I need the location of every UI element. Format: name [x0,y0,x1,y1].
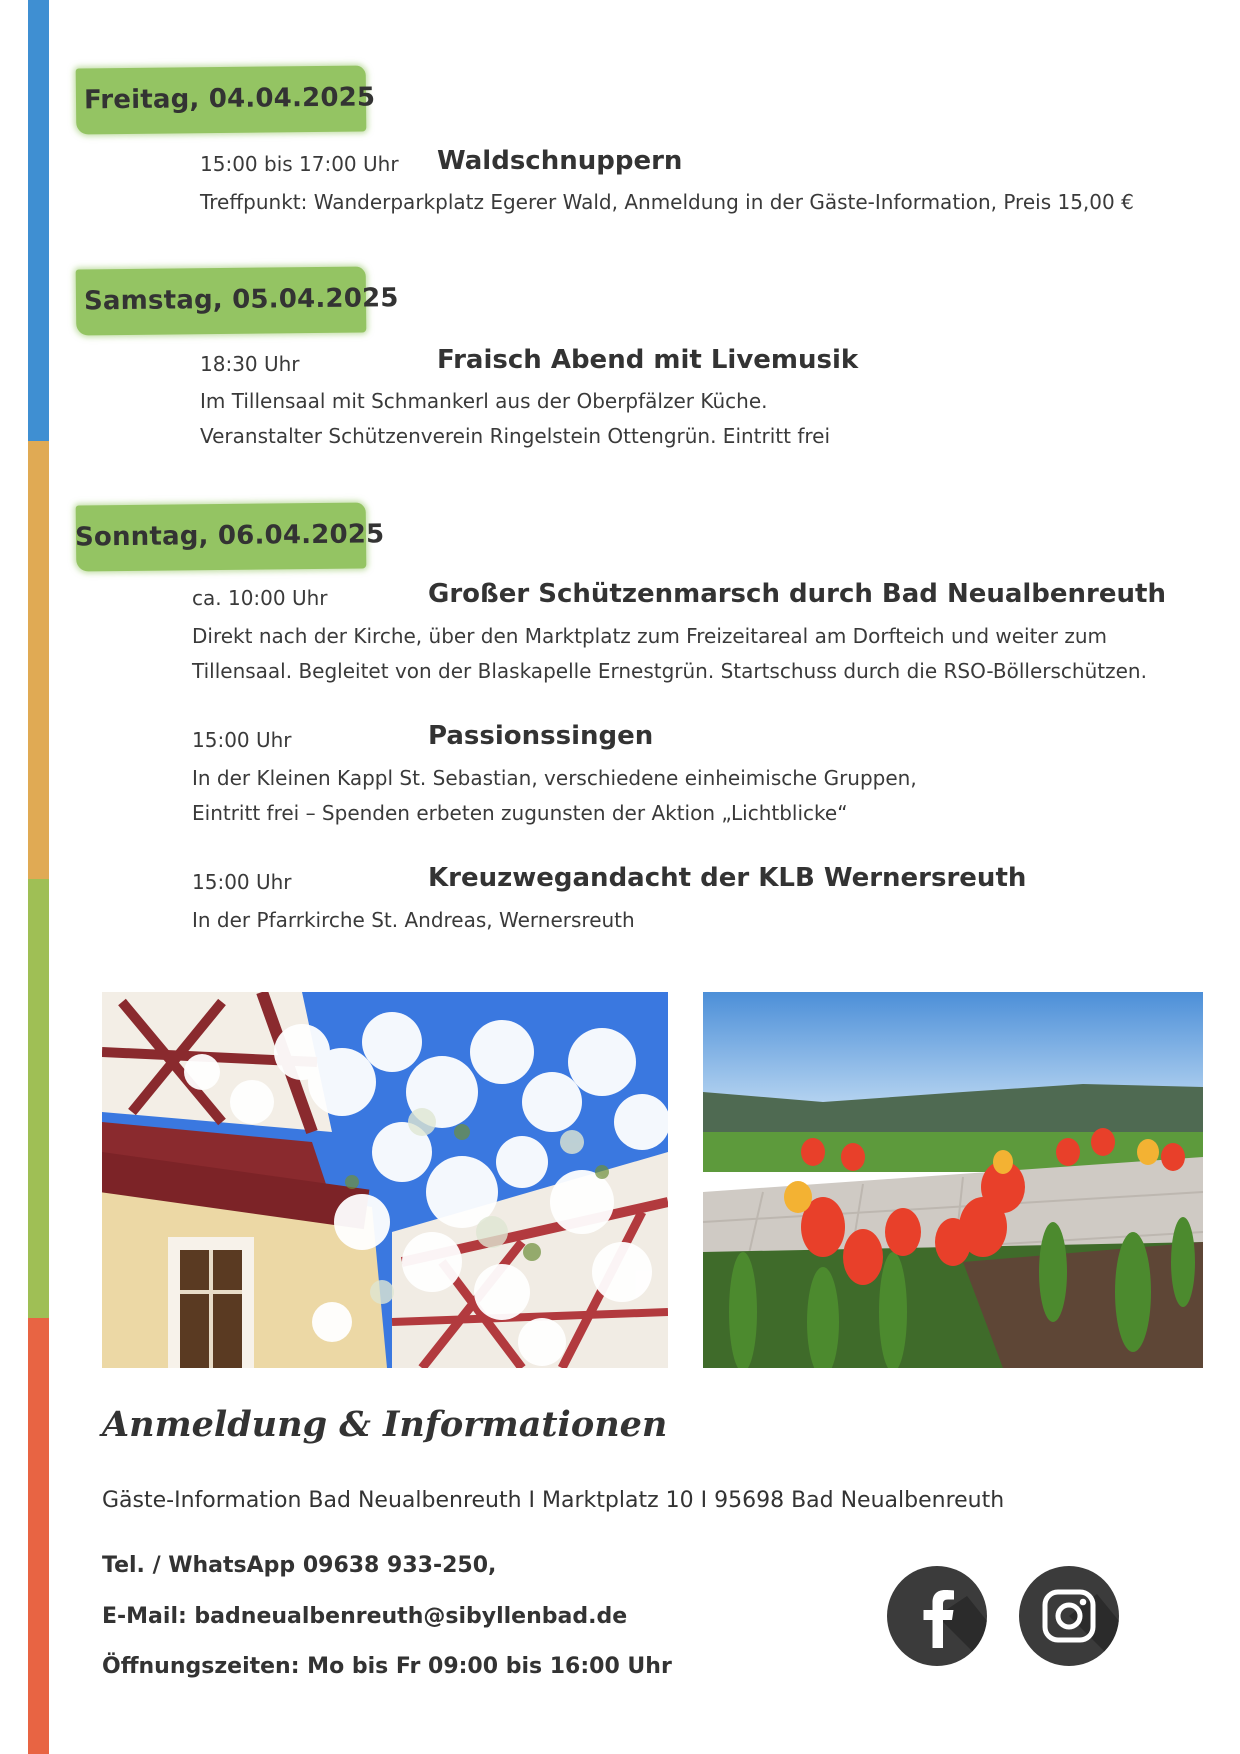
event-description-line: Im Tillensaal mit Schmankerl aus der Oberpfälzer Küche. [200,389,768,413]
side-stripe-orange [28,441,49,879]
event-description-line: Eintritt frei – Spenden erbeten zugunsten der Aktion „Lichtblicke“ [192,801,848,825]
event-time: ca. 10:00 Uhr [192,586,328,610]
event-description-line: Treffpunkt: Wanderparkplatz Egerer Wald, Anmeldung in der Gäste-Information, Preis 15,00 € [200,190,1134,214]
side-stripe-red [28,1318,49,1754]
info-phone: Tel. / WhatsApp 09638 933-250, [102,1553,497,1578]
facebook-icon[interactable] [887,1566,987,1666]
info-address: Gäste-Information Bad Neualbenreuth I Marktplatz 10 I 95698 Bad Neualbenreuth [102,1488,1005,1513]
event-title: Fraisch Abend mit Livemusik [437,345,859,375]
day-label-friday [76,65,376,134]
event-description-line: In der Kleinen Kappl St. Sebastian, verschiedene einheimische Gruppen, [192,766,917,790]
event-description-line: Tillensaal. Begleitet von der Blaskapelle Ernestgrün. Startschuss durch die RSO-Böllerschützen. [192,659,1147,683]
photo-blossoms-house [102,992,668,1368]
side-stripe-blue [28,0,49,441]
instagram-icon[interactable] [1019,1566,1119,1666]
event-title: Großer Schützenmarsch durch Bad Neualbenreuth [428,579,1166,609]
day-label-sunday [74,502,385,571]
day-label-text: Sonntag, 06.04.2025 [74,519,385,553]
event-description-line: Direkt nach der Kirche, über den Marktplatz zum Freizeitareal am Dorfteich und weiter zum [192,624,1107,648]
event-title: Kreuzwegandacht der KLB Wernersreuth [428,863,1027,893]
event-description-line: Veranstalter Schützenverein Ringelstein Ottengrün. Eintritt frei [200,424,831,448]
photo-tulips-landscape [703,992,1203,1368]
info-opening-hours: Öffnungszeiten: Mo bis Fr 09:00 bis 16:00 Uhr [102,1654,672,1679]
day-label-text: Freitag, 04.04.2025 [83,82,376,116]
day-label-text: Samstag, 05.04.2025 [83,283,399,317]
event-time: 15:00 Uhr [192,870,292,894]
event-time: 15:00 Uhr [192,728,292,752]
info-heading: Anmeldung & Informationen [102,1404,668,1445]
side-stripe-green [28,879,49,1318]
event-time: 15:00 bis 17:00 Uhr [200,152,399,176]
day-label-saturday [76,266,399,335]
event-title: Waldschnuppern [437,146,683,176]
info-email: E-Mail: badneualbenreuth@sibyllenbad.de [102,1604,628,1629]
event-description-line: In der Pfarrkirche St. Andreas, Wernersreuth [192,908,635,932]
event-time: 18:30 Uhr [200,352,300,376]
event-title: Passionssingen [428,721,654,751]
